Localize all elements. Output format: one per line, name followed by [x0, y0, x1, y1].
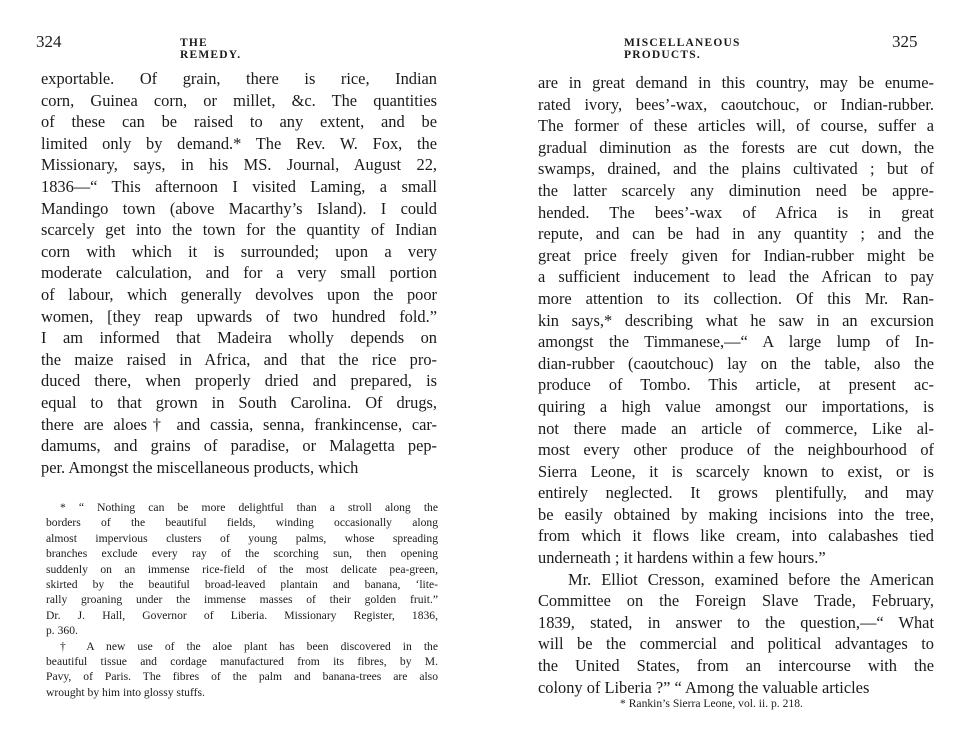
footnote-line: Pavy, of Paris. The fibres of the palm and banana-trees are also: [46, 670, 438, 684]
running-head-title-right: MISCELLANEOUS PRODUCTS.: [624, 37, 741, 61]
text-line: duced there, when properly dried and prepared, is: [41, 371, 437, 391]
footnote-line: beautiful tissue and cordage manufactured from its fibres, by M.: [46, 654, 438, 668]
text-line: corn with which it is surrounded; upon a very: [41, 241, 437, 261]
text-line: repute, and can be had in any quantity ; and the: [538, 224, 934, 244]
running-head-title-left: THE REMEDY.: [180, 37, 242, 61]
text-line: damums, and grains of paradise, or Malagetta pep-: [41, 436, 437, 456]
right-footnotes: [620, 696, 960, 711]
text-line: scarcely get into the town for the quantity of Indian: [41, 220, 437, 240]
footnote-line: † A new use of the aloe plant has been discovered in the: [60, 639, 438, 653]
text-line: dian-rubber (caoutchouc) lay on the table, also the: [538, 353, 934, 373]
footnote-line: * Rankin’s Sierra Leone, vol. ii. p. 218.: [620, 697, 803, 710]
text-line: equal to that grown in South Carolina. Of drugs,: [41, 392, 437, 412]
footnote-line: rally groaning under the immense masses of their golden fruit.”: [46, 593, 438, 607]
footnote-line: wrought by him into glossy stuffs.: [46, 685, 205, 699]
text-line: Committee on the Foreign Slave Trade, February,: [538, 591, 934, 611]
footnote-line: * “ Nothing can be more delightful than a stroll along the: [60, 501, 438, 514]
text-line: the maize raised in Africa, and that the rice pro-: [41, 349, 437, 369]
text-line: underneath ; it hardens within a few hours.”: [538, 548, 826, 568]
left-page: [0, 0, 480, 751]
text-line: are in great demand in this country, may be enume-: [538, 73, 934, 92]
page-number-left: 324: [36, 32, 62, 51]
footnote-line: p. 360.: [46, 624, 78, 638]
text-line: rated ivory, bees’-wax, caoutchouc, or Indian-rubber.: [538, 94, 934, 114]
footnote-line: branches exclude every ray of the scorching sun, then opening: [46, 547, 438, 561]
text-line: be easily obtained by making incisions into the tree,: [538, 504, 934, 524]
text-line: amongst the Timmanese,—“ A large lump of In-: [538, 332, 934, 352]
text-line: quiring a high value amongst our importations, is: [538, 396, 934, 416]
text-line: kin says,* describing what he saw in an excursion: [538, 310, 934, 330]
page-number-right: 325: [892, 32, 918, 51]
text-line: limited only by demand.* The Rev. W. Fox, the: [41, 133, 437, 153]
text-line: I am informed that Madeira wholly depends on: [41, 328, 437, 348]
text-line: corn, Guinea corn, or millet, &c. The quantities: [41, 90, 437, 110]
text-line: Mr. Elliot Cresson, examined before the American: [568, 569, 934, 589]
footnote-line: suddenly on an immense rice-field of the most delicate pea-green,: [46, 562, 438, 576]
text-line: of labour, which generally devolves upon the poor: [41, 284, 437, 304]
text-line: entirely neglected. It grows plentifully, and may: [538, 483, 934, 503]
text-line: The former of these articles will, of course, suffer a: [538, 116, 934, 136]
text-line: Missionary, says, in his MS. Journal, August 22,: [41, 155, 437, 175]
text-line: a sufficient inducement to lead the African to pay: [538, 267, 934, 287]
footnote-line: borders of the beautiful fields, winding occasionally along: [46, 516, 438, 530]
right-body-text: [538, 72, 934, 698]
text-line: gradual diminution as the forests are cut down, the: [538, 137, 934, 157]
text-line: of these can be raised to any extent, and be: [41, 112, 437, 132]
text-line: there are aloes† and cassia, senna, frankincense, car-: [41, 414, 437, 434]
text-line: Mandingo town (above Macarthy’s Island). I could: [41, 198, 437, 218]
text-line: most every other produce of the neighbourhood of: [538, 440, 934, 460]
text-line: not there made an article of commerce, Like al-: [538, 418, 934, 438]
text-line: Sierra Leone, it is scarcely known to exist, or is: [538, 461, 934, 481]
text-line: more attention to its collection. Of this Mr. Ran-: [538, 288, 934, 308]
text-line: great price freely given for Indian-rubber might be: [538, 245, 934, 265]
text-line: the latter scarcely any diminution need be appre-: [538, 180, 934, 200]
text-line: swamps, drained, and the plains cultivated ; but of: [538, 159, 934, 179]
text-line: 1839, stated, in answer to the question,—“ What: [538, 612, 934, 632]
text-line: the United States, from an intercourse with the: [538, 656, 934, 676]
text-line: 1836—“ This afternoon I visited Laming, a small: [41, 176, 437, 196]
text-line: hended. The bees’-wax of Africa is in great: [538, 202, 934, 222]
text-line: per. Amongst the miscellaneous products, which: [41, 457, 359, 477]
text-line: moderate calculation, and for a very small portion: [41, 263, 437, 283]
footnote-line: skirted by the beautiful broad-leaved plantain and banana, ‘lite-: [46, 577, 438, 591]
text-line: colony of Liberia ?” “ Among the valuable articles: [538, 677, 870, 697]
footnote-line: almost impervious clusters of young palms, whose spreading: [46, 531, 438, 545]
left-footnotes: [46, 500, 438, 700]
text-line: from which it flows like cream, into calabashes tied: [538, 526, 934, 546]
text-line: will be the commercial and political advantages to: [538, 634, 934, 654]
text-line: exportable. Of grain, there is rice, Indian: [41, 69, 437, 88]
footnote-line: Dr. J. Hall, Governor of Liberia. Missionary Register, 1836,: [46, 608, 438, 622]
left-body-text: [41, 68, 437, 478]
text-line: produce of Tombo. This article, at present ac-: [538, 375, 934, 395]
right-page: [490, 0, 980, 751]
text-line: women, [they reap upwards of two hundred fold.”: [41, 306, 437, 326]
